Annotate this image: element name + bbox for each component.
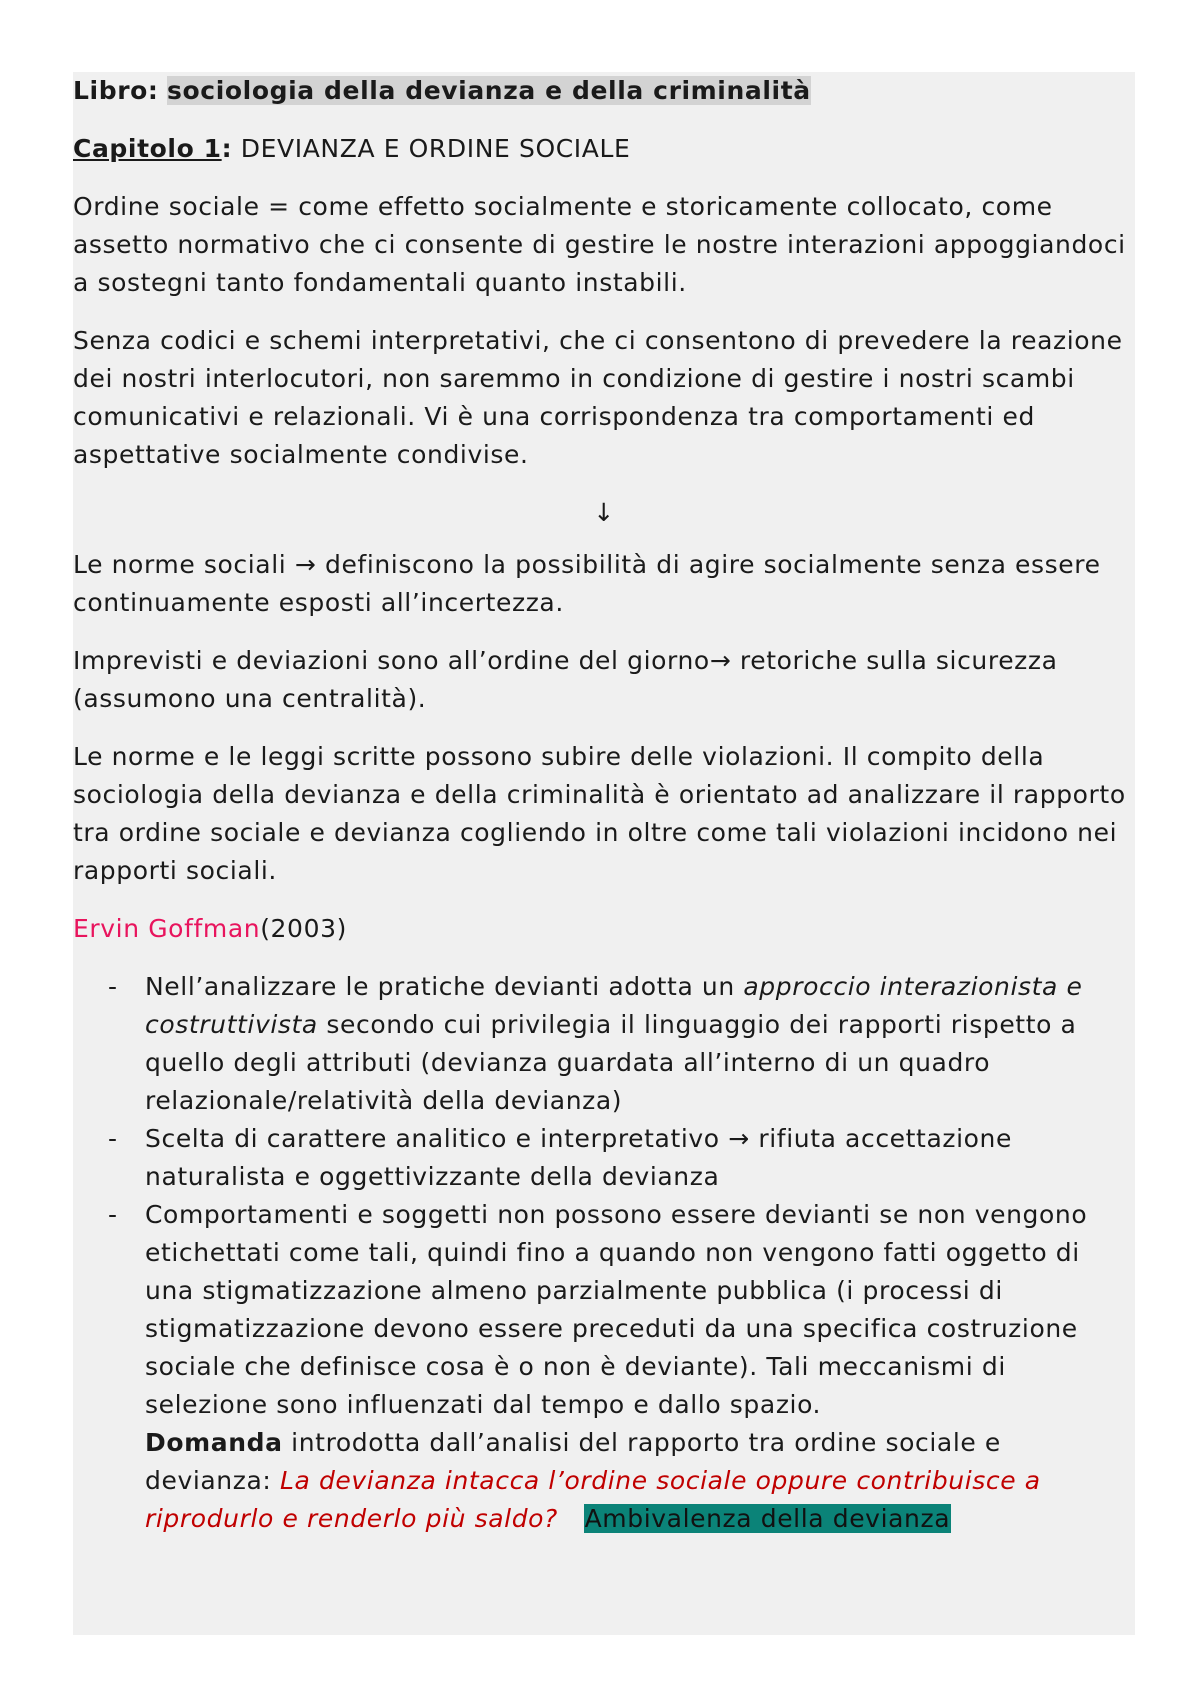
down-arrow-icon: ↓: [593, 498, 615, 527]
author-year: (2003): [260, 914, 347, 943]
right-arrow-icon: →: [709, 646, 732, 675]
bullet-3-text: Comportamenti e soggetti non possono essere devianti se non vengono etichettati come tali, quindi fino a quando non vengono fatti oggetto di una stigmatizzazione almeno parzialmente pubblica (i processi di stigmatizzazione devono essere preceduti da una specifica costruzione sociale che definisce cosa è o non è deviante). Tali meccanismi di selezione sono influenzati dal tempo e dallo spazio.: [145, 1200, 1088, 1419]
ambivalenza-highlight: Ambivalenza della devianza: [584, 1504, 951, 1533]
bullet-2-text-b: rifiuta accettazione naturalista e oggettivizzante della devianza: [145, 1124, 1012, 1191]
paragraph-imprevisti: [73, 642, 1135, 718]
dash-bullet: -: [108, 972, 118, 1001]
bullet-1-emphasis: approccio interazionista e costruttivista: [145, 972, 1083, 1039]
list-item: [73, 1196, 1135, 1424]
question-spacer: [558, 1504, 584, 1533]
chapter-heading: [73, 130, 1135, 168]
bullet-2-text-a: Scelta di carattere analitico e interpretativo: [145, 1124, 729, 1153]
bullet-1-text-b: secondo cui privilegia il linguaggio dei rapporti rispetto a quello degli attributi (devianza guardata all’interno di un quadro relazionale/relatività della devianza): [145, 1010, 1077, 1115]
author-line: [73, 910, 1135, 948]
norme-text-a: Le norme sociali: [73, 550, 295, 579]
bullet-1-text-a: Nell’analizzare le pratiche devianti adotta un: [145, 972, 744, 1001]
right-arrow-icon: →: [728, 1124, 750, 1153]
list-item: [73, 1120, 1135, 1196]
chapter-colon: :: [221, 134, 233, 163]
imprevisti-text-b: retoriche sulla sicurezza (assumono una centralità).: [73, 646, 1058, 713]
question-red-text: La devianza intacca l’ordine sociale oppure contribuisce a riprodurlo e renderlo più saldo?: [145, 1466, 1041, 1533]
document-body: [73, 72, 1135, 1558]
author-name: Ervin Goffman: [73, 914, 261, 943]
book-label: Libro:: [73, 76, 159, 105]
book-title: sociologia della devianza e della criminalità: [167, 76, 811, 105]
question-text: introdotta dall’analisi del rapporto tra ordine sociale e devianza:: [145, 1428, 1001, 1495]
bullet-list: [73, 968, 1135, 1424]
paragraph-norme-leggi: Le norme e le leggi scritte possono subire delle violazioni. Il compito della sociologia della devianza e della criminalità è orientato ad analizzare il rapporto tra ordine sociale e devianza cogliendo in oltre come tali violazioni incidono nei rapporti sociali.: [73, 742, 1126, 885]
paragraph-ordine-sociale: Ordine sociale = come effetto socialmente e storicamente collocato, come assetto normativo che ci consente di gestire le nostre interazioni appoggiandoci a sostegni tanto fondamentali quanto instabili.: [73, 192, 1126, 297]
question-block: [73, 1424, 1135, 1538]
paragraph-norme-sociali: [73, 546, 1135, 622]
chapter-label: Capitolo 1: [73, 134, 222, 163]
list-item: [73, 968, 1135, 1120]
paragraph-codici: Senza codici e schemi interpretativi, che ci consentono di prevedere la reazione dei nostri interlocutori, non saremmo in condizione di gestire i nostri scambi comunicativi e relazionali. Vi è una corrispondenza tra comportamenti ed aspettative socialmente condivise.: [73, 326, 1123, 469]
imprevisti-text-a: Imprevisti e deviazioni sono all’ordine del giorno: [73, 646, 710, 675]
right-arrow-icon: →: [294, 550, 317, 579]
dash-bullet: -: [108, 1124, 118, 1153]
question-label: Domanda: [145, 1428, 283, 1457]
norme-text-b: definiscono la possibilità di agire socialmente senza essere continuamente esposti all’incertezza.: [73, 550, 1101, 617]
chapter-title: DEVIANZA E ORDINE SOCIALE: [232, 134, 631, 163]
dash-bullet: -: [108, 1200, 118, 1229]
book-line: [73, 72, 1135, 110]
